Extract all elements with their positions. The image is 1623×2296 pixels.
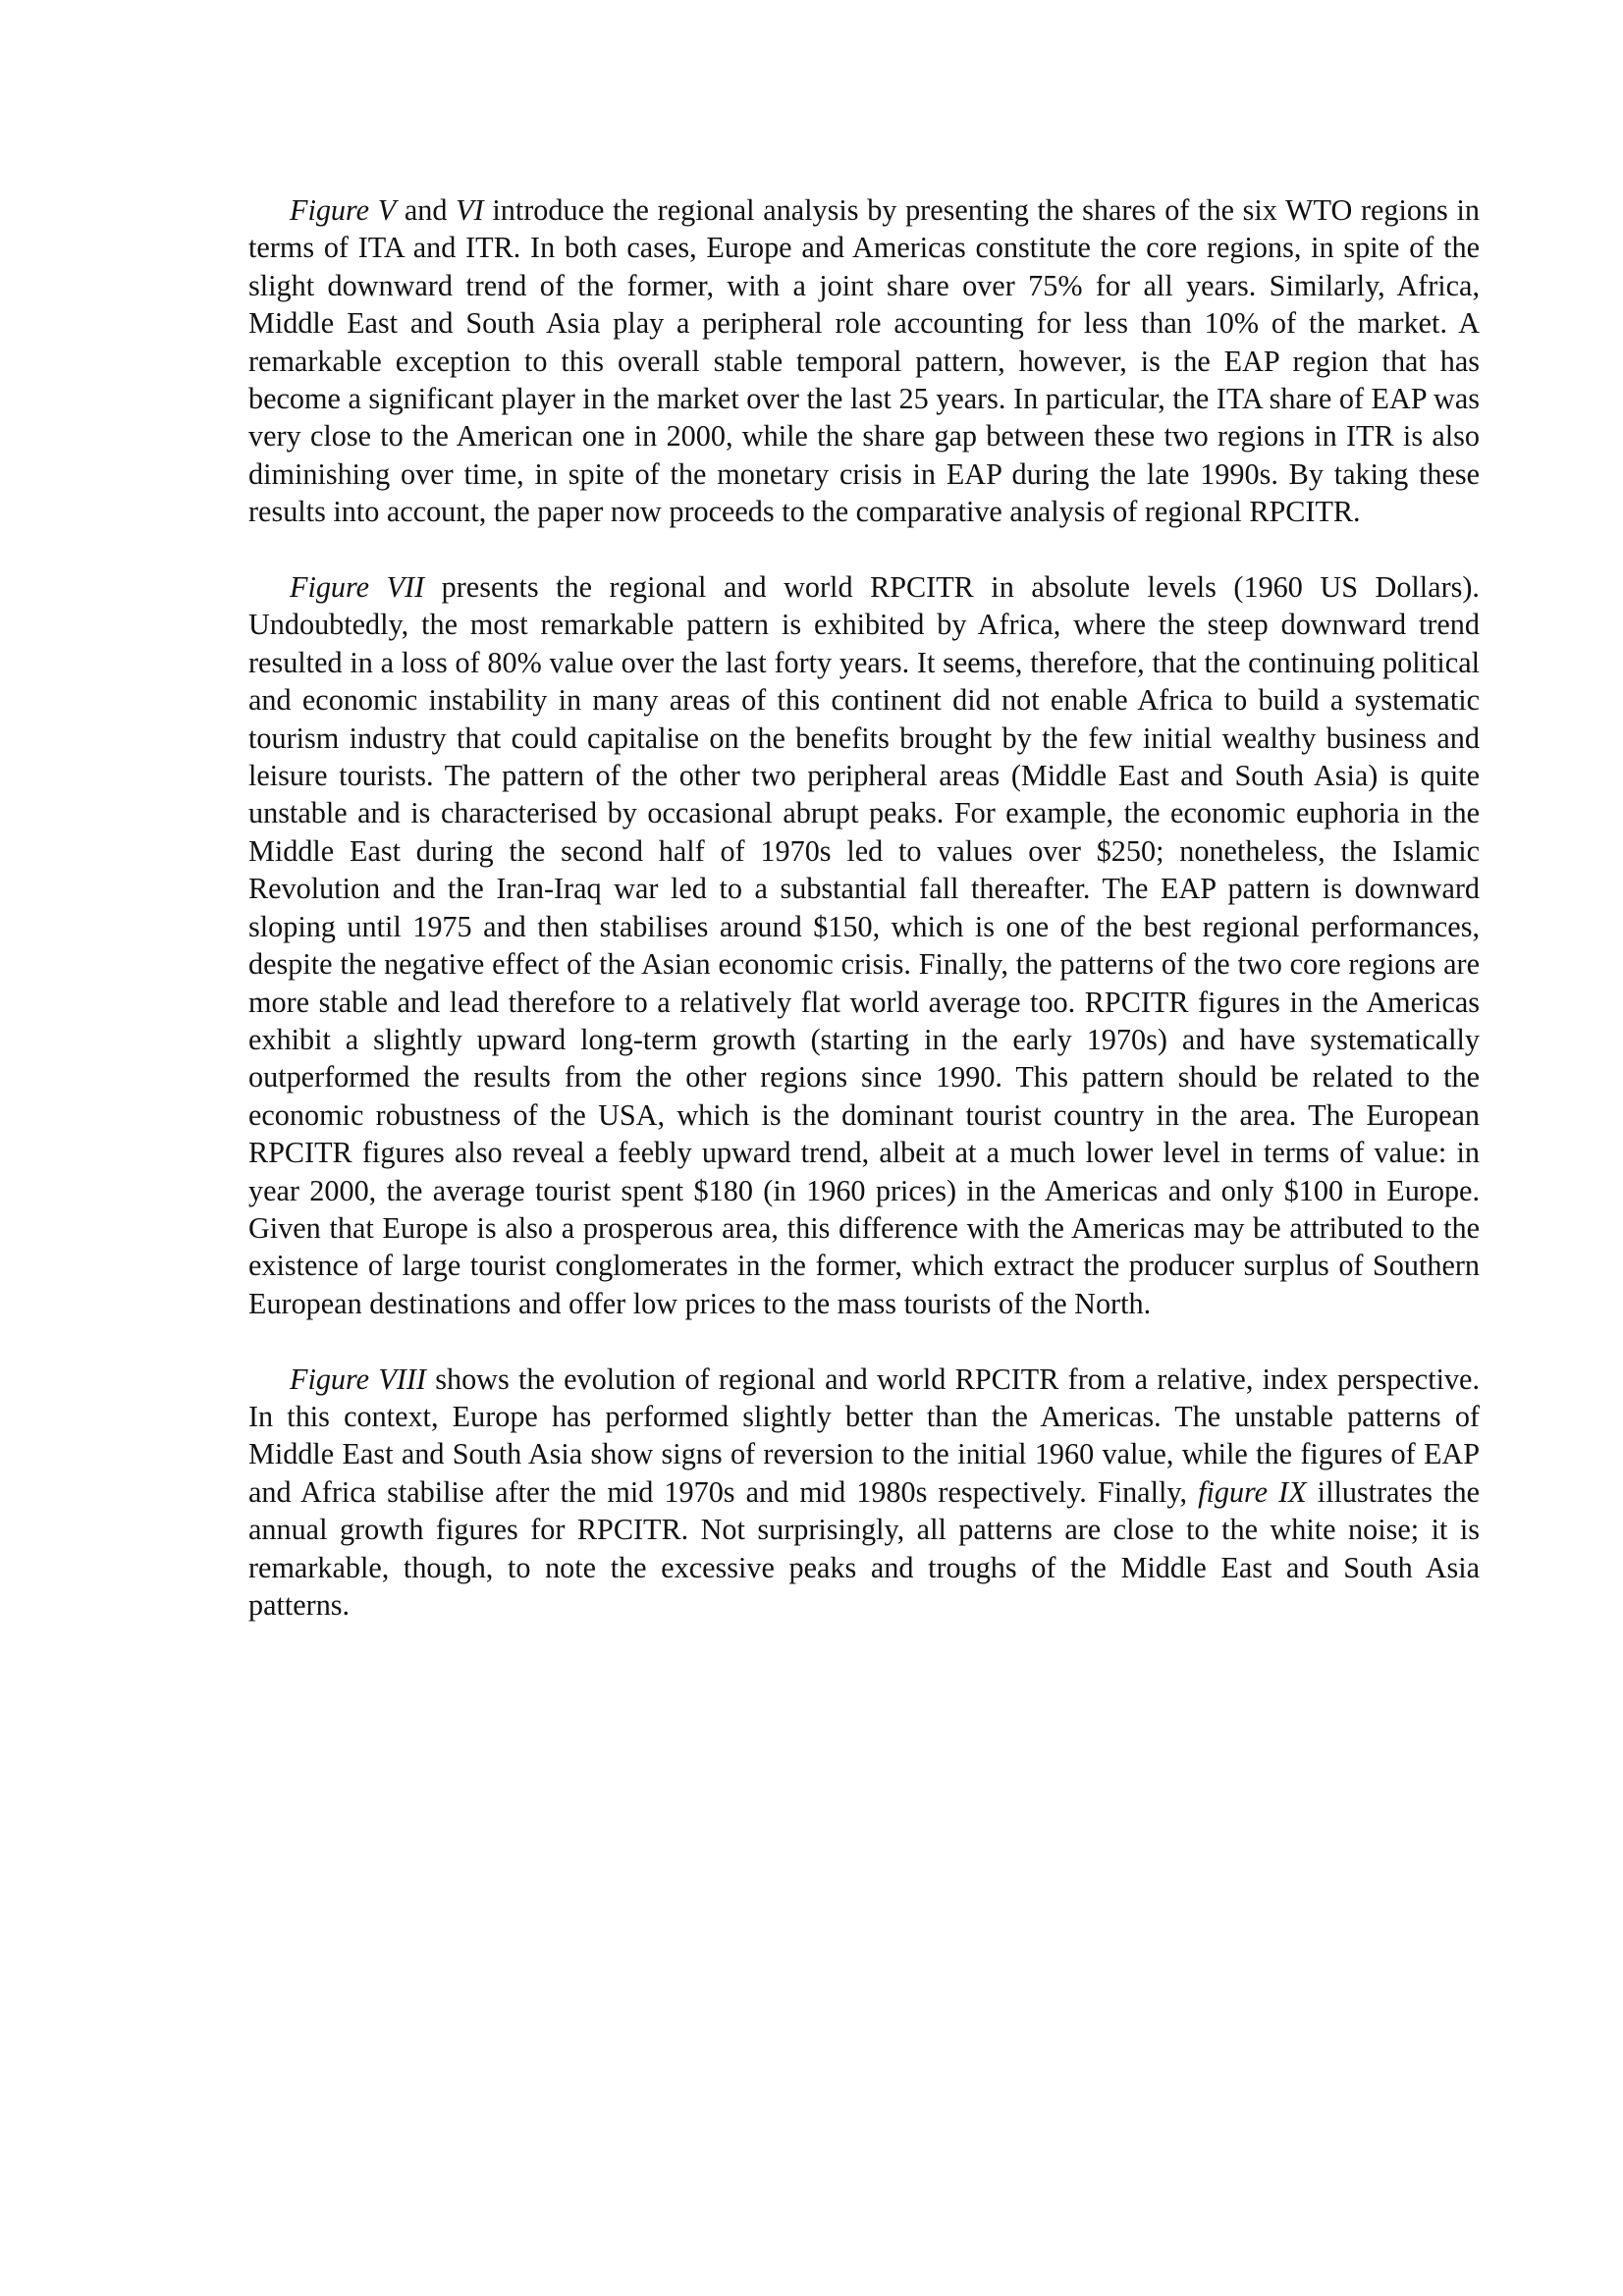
figure-reference: figure IX [1198,1474,1307,1509]
figure-reference: Figure VII [290,570,425,605]
figure-reference: Figure VIII [290,1362,426,1396]
paragraph-text: presents the regional and world RPCITR in absolute levels (1960 US Dollars). Undoubtedly, the most remarkable pattern is exhibited by Africa, where the steep downward trend resulted in a loss of 80% value over the last forty years. It seems, therefore, that the continuing political and economic instability in many areas of this continent did not enable Africa to build a systematic tourism industry that could capitalise on the benefits brought by the few initial wealthy business and leisure tourists. The pattern of the other two peripheral areas (Middle East and South Asia) is quite unstable and is characterised by occasional abrupt peaks. For example, the economic euphoria in the Middle East during the second half of 1970s led to values over $250; nonetheless, the Islamic Revolution and the Iran-Iraq war led to a substantial fall thereafter. The EAP pattern is downward sloping until 1975 and then stabilises around $150, which is one of the best regional performances, despite the negative effect of the Asian economic crisis. Finally, the patterns of the two core regions are more stable and lead therefore to a relatively flat world average too. RPCITR figures in the Americas exhibit a slightly upward long-term growth (starting in the early 1970s) and have systematically outperformed the results from the other regions since 1990. This pattern should be related to the economic robustness of the USA, which is the dominant tourist country in the area. The European RPCITR figures also reveal a feebly upward trend, albeit at a much lower level in terms of value: in year 2000, the average tourist spent $180 (in 1960 prices) in the Americas and only $100 in Europe. Given that Europe is also a prosperous area, this difference with the Americas may be attributed to the existence of large tourist conglomerates in the former, which extract the producer surplus of Southern European destinations and offer low prices to the mass tourists of the North. [248,570,1480,1320]
document-page [248,191,1480,1624]
paragraph-regional-shares [248,191,1480,531]
paragraph-index-perspective [248,1361,1480,1625]
paragraph-absolute-levels [248,568,1480,1322]
paragraph-text: introduce the regional analysis by presenting the shares of the six WTO regions in terms of ITA and ITR. In both cases, Europe and Americas constitute the core regions, in spite of the slight downward trend of the former, with a joint share over 75% for all years. Similarly, Africa, Middle East and South Asia play a peripheral role accounting for less than 10% of the market. A remarkable exception to this overall stable temporal pattern, however, is the EAP region that has become a significant player in the market over the last 25 years. In particular, the ITA share of EAP was very close to the American one in 2000, while the share gap between these two regions in ITR is also diminishing over time, in spite of the monetary crisis in EAP during the late 1990s. By taking these results into account, the paper now proceeds to the comparative analysis of regional RPCITR. [248,193,1480,529]
figure-reference: Figure V [290,193,397,227]
figure-reference: VI [456,193,484,227]
paragraph-text: and [396,193,457,227]
paragraph-text: illustrates the annual growth figures for RPCITR. Not surprisingly, all patterns are close to the white noise; it is remarkable, though, to note the excessive peaks and troughs of the Middle East and South Asia patterns. [248,1474,1480,1622]
paragraph-text: shows the evolution of regional and world RPCITR from a relative, index perspective. In this context, Europe has performed slightly better than the Americas. The unstable patterns of Middle East and South Asia show signs of reversion to the initial 1960 value, while the figures of EAP and Africa stabilise after the mid 1970s and mid 1980s respectively. Finally, [248,1362,1481,1509]
